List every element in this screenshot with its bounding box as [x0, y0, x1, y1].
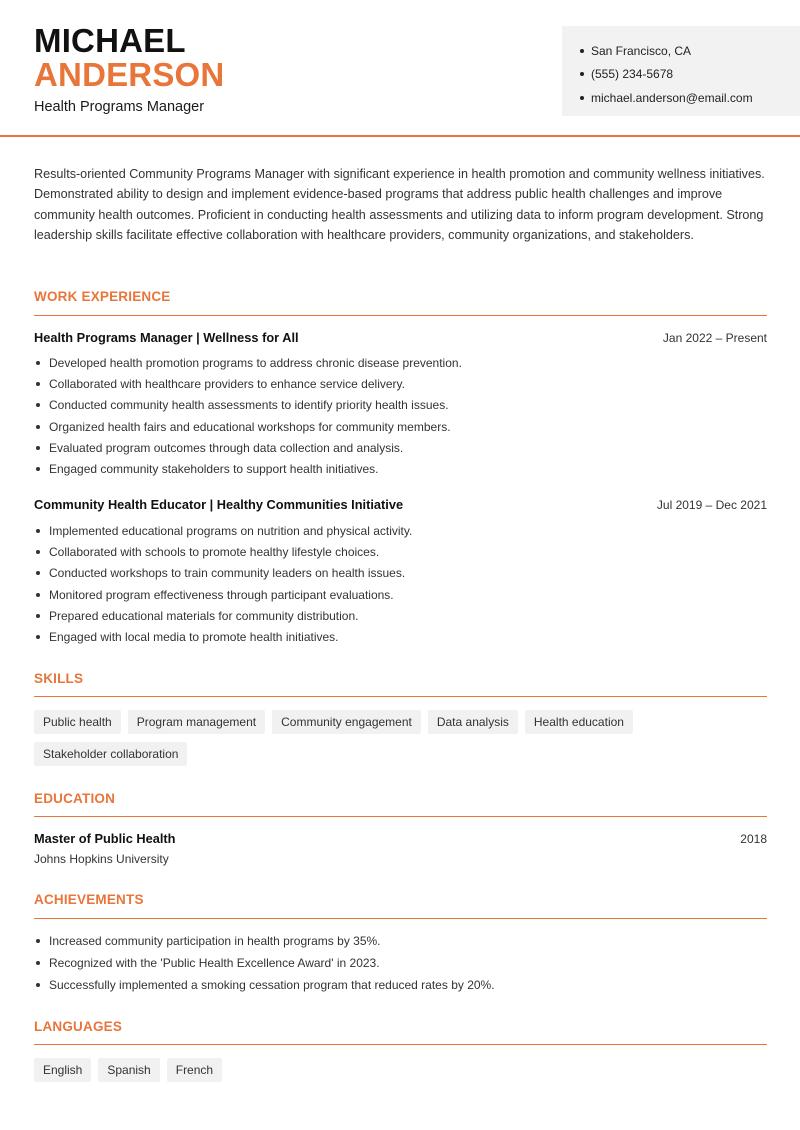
resume-header	[0, 0, 800, 137]
bullet-icon	[580, 72, 584, 76]
bullet-text: Increased community participation in health programs by 35%.	[49, 934, 381, 948]
language-tag: French	[167, 1058, 222, 1082]
bullet-icon	[36, 529, 40, 533]
job-date: Jan 2022 – Present	[662, 331, 767, 345]
list-item	[34, 437, 767, 458]
bullet-text: Implemented educational programs on nutrition and physical activity.	[49, 523, 413, 538]
bullet-icon	[36, 593, 40, 597]
bullet-icon	[36, 467, 40, 471]
last-name: ANDERSON	[34, 56, 225, 93]
section-title-education: EDUCATION	[34, 791, 116, 806]
bullet-text: Collaborated with healthcare providers to enhance service delivery.	[49, 376, 405, 391]
school-name: Johns Hopkins University	[34, 852, 169, 866]
bullet-text: Collaborated with schools to promote healthy lifestyle choices.	[49, 544, 380, 559]
bullet-icon	[36, 571, 40, 575]
list-item	[34, 458, 767, 479]
list-item	[34, 541, 767, 562]
bullet-icon	[36, 446, 40, 450]
achievement-bullets	[34, 930, 767, 996]
location-text: San Francisco, CA	[591, 43, 692, 58]
contact-box	[562, 26, 800, 116]
contact-location	[580, 39, 800, 63]
list-item	[34, 395, 767, 416]
skill-tag: Health education	[525, 710, 633, 734]
list-item	[34, 352, 767, 373]
section-divider	[34, 918, 767, 919]
language-tag: English	[34, 1058, 91, 1082]
bullet-icon	[36, 635, 40, 639]
bullet-text: Successfully implemented a smoking cessation program that reduced rates by 20%.	[49, 978, 495, 992]
section-title-skills: SKILLS	[34, 671, 84, 686]
language-tags	[34, 1058, 767, 1082]
job-title: Health Programs Manager	[34, 99, 205, 115]
bullet-icon	[580, 96, 584, 100]
bullet-text: Organized health fairs and educational workshops for community members.	[49, 419, 451, 434]
bullet-text: Prepared educational materials for community distribution.	[49, 608, 359, 623]
bullet-text: Conducted community health assessments to identify priority health issues.	[49, 398, 449, 413]
section-divider	[34, 315, 767, 316]
bullet-icon	[36, 425, 40, 429]
job-header	[34, 330, 767, 345]
degree: Master of Public Health	[34, 831, 176, 846]
bullet-text: Monitored program effectiveness through participant evaluations.	[49, 587, 394, 602]
list-item	[34, 605, 767, 626]
bullet-text: Engaged community stakeholders to support health initiatives.	[49, 462, 379, 477]
skill-tag: Public health	[34, 710, 121, 734]
bullet-text: Evaluated program outcomes through data collection and analysis.	[49, 440, 404, 455]
skill-tag: Program management	[128, 710, 265, 734]
bullet-text: Developed health promotion programs to address chronic disease prevention.	[49, 355, 462, 370]
bullet-icon	[36, 382, 40, 386]
list-item	[34, 584, 767, 605]
graduation-year: 2018	[740, 832, 767, 846]
education-header	[34, 831, 767, 846]
email-text: michael.anderson@email.com	[591, 90, 753, 105]
contact-phone	[580, 63, 800, 87]
list-item	[34, 416, 767, 437]
bullet-icon	[36, 361, 40, 365]
bullet-text: Engaged with local media to promote health initiatives.	[49, 630, 339, 645]
bullet-icon	[36, 939, 40, 943]
job-header	[34, 497, 767, 512]
section-divider	[34, 1044, 767, 1045]
skills-tags	[34, 710, 767, 766]
bullet-icon	[580, 49, 584, 53]
list-item	[34, 373, 767, 394]
list-item	[34, 974, 767, 996]
job-bullets	[34, 520, 767, 648]
skill-tag: Stakeholder collaboration	[34, 742, 187, 766]
job-role: Community Health Educator | Healthy Communities Initiative	[34, 497, 404, 512]
job-bullets	[34, 352, 767, 480]
summary-paragraph: Results-oriented Community Programs Manager with significant experience in health promotion and community wellness initiatives. Demonstrated ability to design and implement evidence-based programs that address public health challenges and improve community health outcomes. Proficient in conducting health assessments and utilizing data to inform program development. Strong leadership skills facilitate effective collaboration with healthcare providers, community organizations, and stakeholders.	[34, 167, 765, 243]
list-item	[34, 952, 767, 974]
language-tag: Spanish	[98, 1058, 159, 1082]
section-title-achievements: ACHIEVEMENTS	[34, 892, 144, 907]
job-role: Health Programs Manager | Wellness for All	[34, 330, 299, 345]
phone-text: (555) 234-5678	[591, 67, 674, 82]
contact-email	[580, 86, 800, 110]
bullet-icon	[36, 614, 40, 618]
bullet-icon	[36, 403, 40, 407]
job-date: Jul 2019 – Dec 2021	[656, 498, 767, 512]
section-title-languages: LANGUAGES	[34, 1019, 123, 1034]
section-divider	[34, 696, 767, 697]
bullet-icon	[36, 961, 40, 965]
bullet-text: Recognized with the 'Public Health Excellence Award' in 2023.	[49, 956, 380, 970]
bullet-text: Conducted workshops to train community leaders on health issues.	[49, 566, 406, 581]
list-item	[34, 520, 767, 541]
section-title-work: WORK EXPERIENCE	[34, 289, 171, 304]
first-name: MICHAEL	[34, 22, 186, 59]
skill-tag: Data analysis	[428, 710, 518, 734]
list-item	[34, 930, 767, 952]
list-item	[34, 563, 767, 584]
section-divider	[34, 816, 767, 817]
bullet-icon	[36, 983, 40, 987]
skill-tag: Community engagement	[272, 710, 421, 734]
bullet-icon	[36, 550, 40, 554]
list-item	[34, 626, 767, 647]
